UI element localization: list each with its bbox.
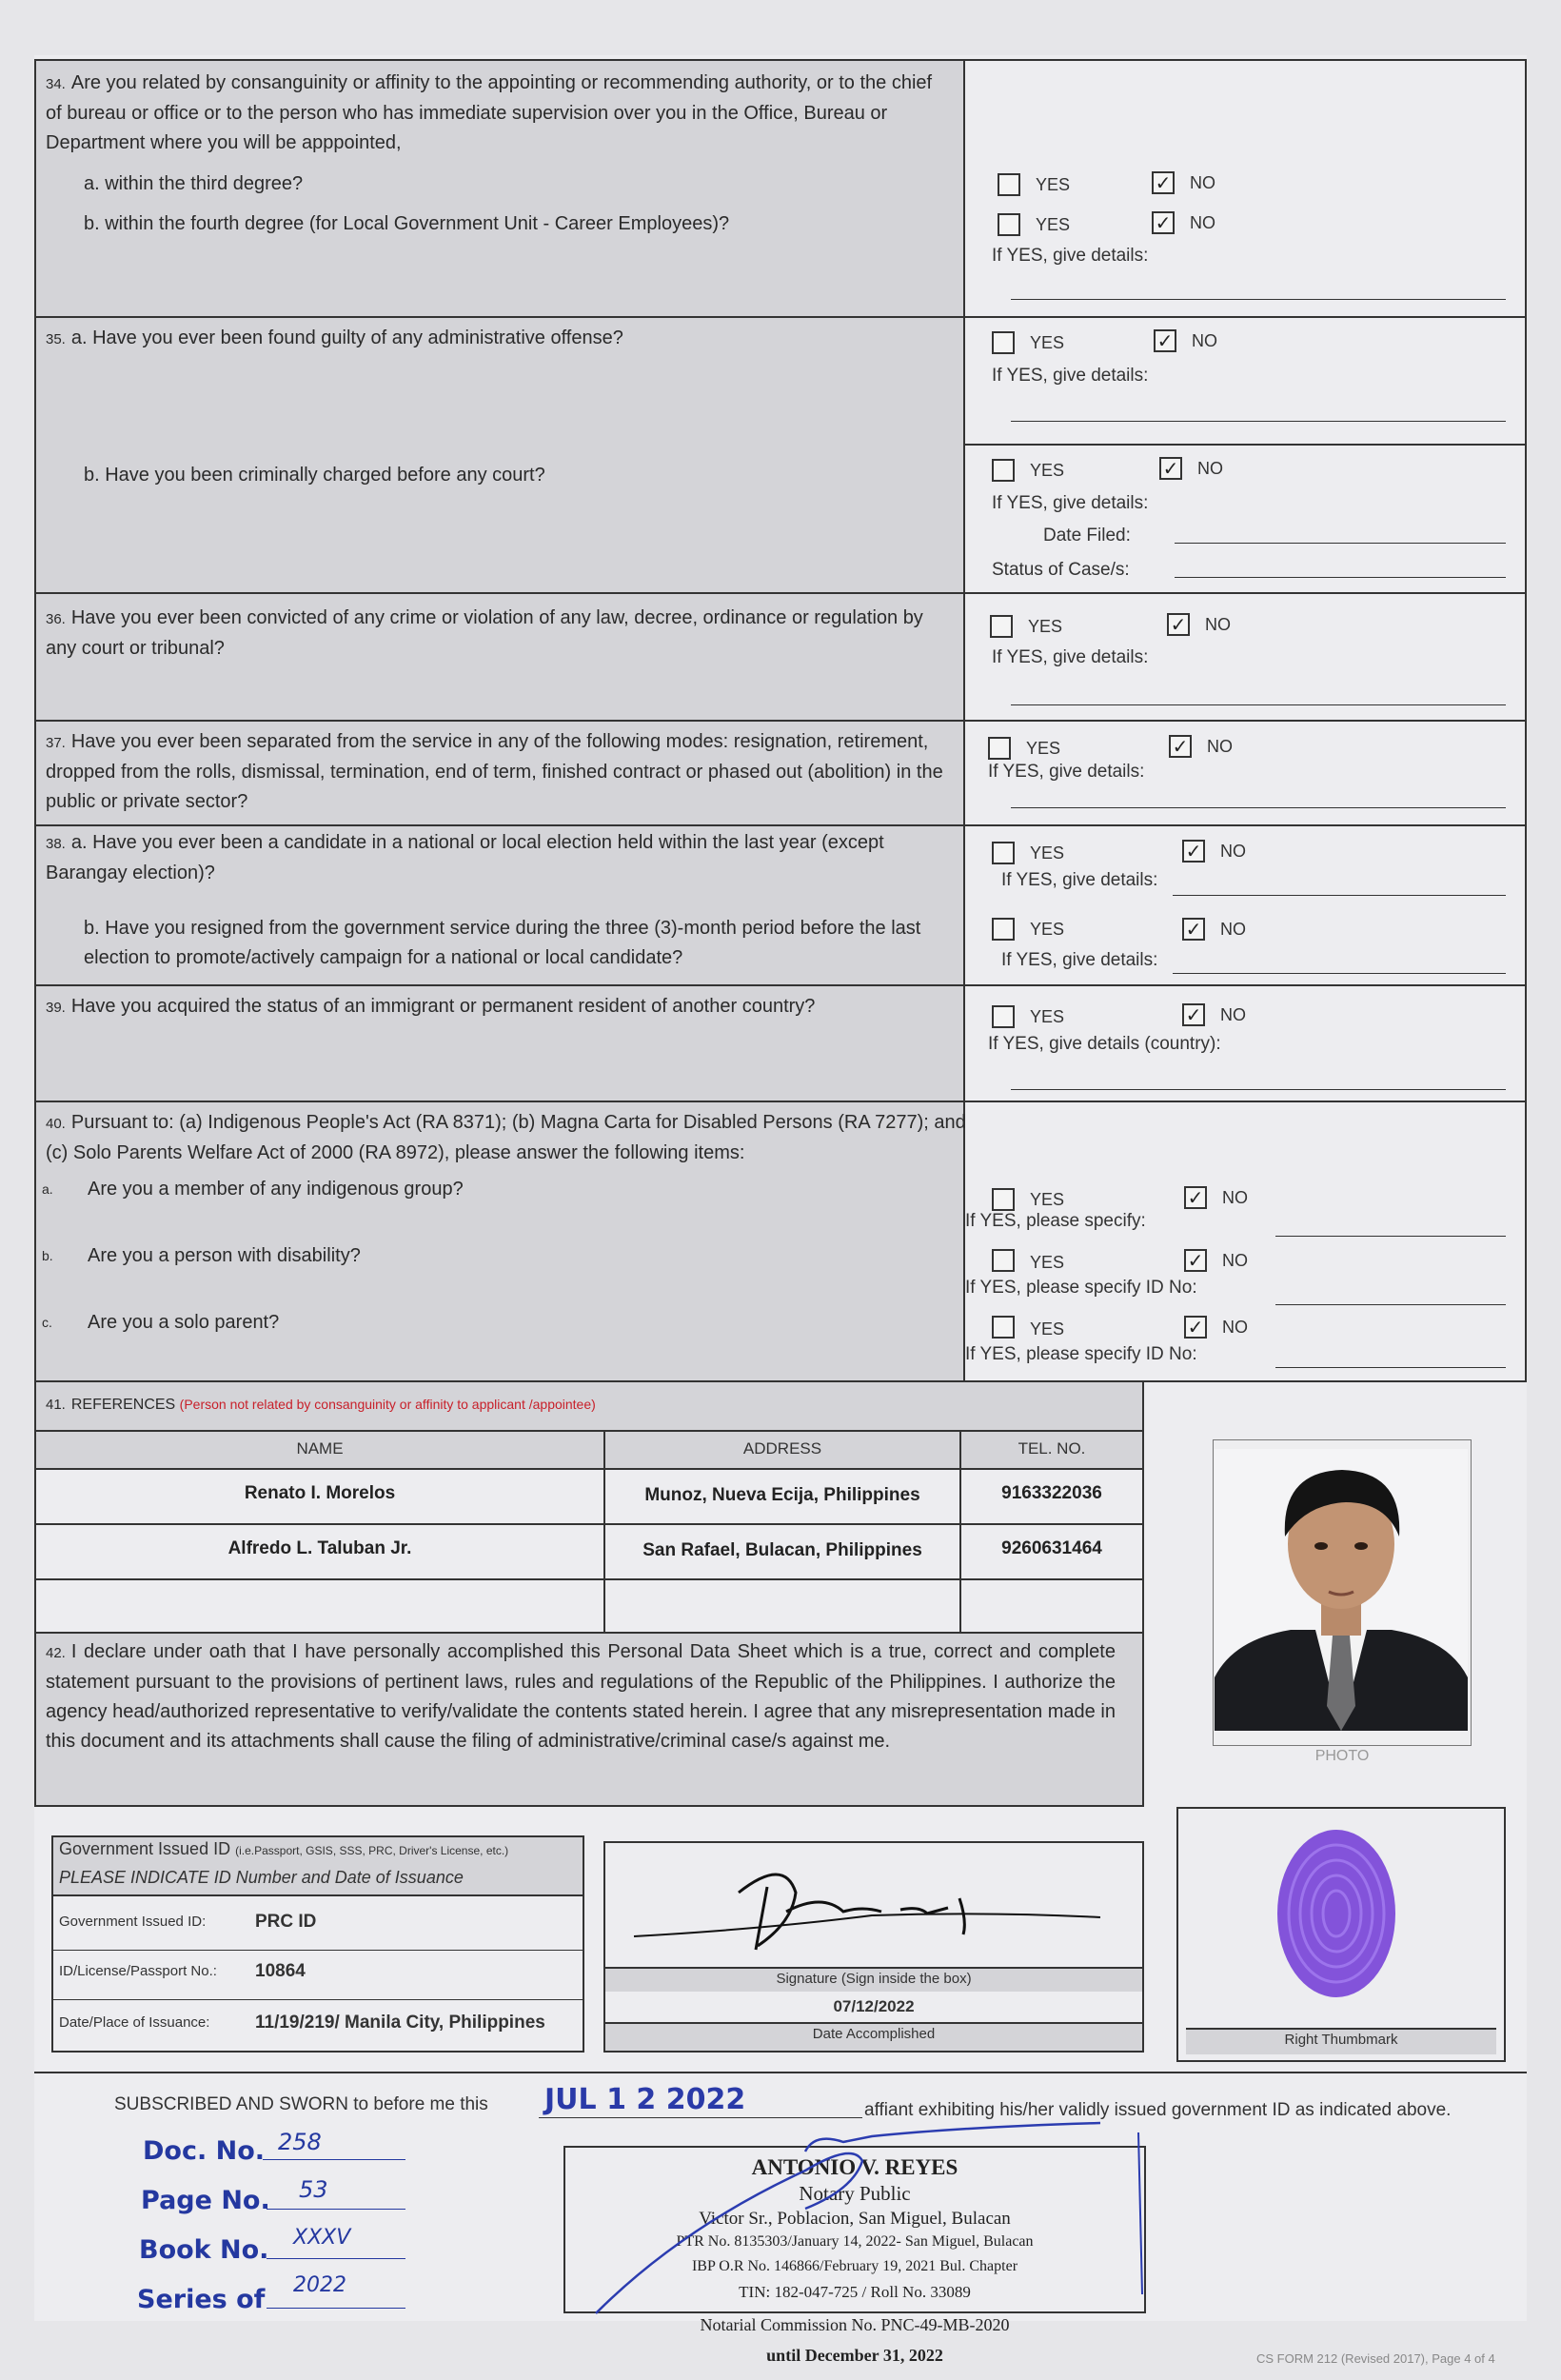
q40a-yes-label: YES: [1030, 1190, 1065, 1209]
notary-ibp: IBP O.R No. 146866/February 19, 2021 Bul. Chapter: [691, 2258, 1018, 2274]
gov-id-date-value[interactable]: 11/19/219/ Manila City, Philippines: [255, 2013, 545, 2033]
q36-yes-checkbox[interactable]: [990, 615, 1013, 638]
q35-b-text: b. Have you been criminally charged before any court?: [84, 465, 545, 486]
q35a-details-label: If YES, give details:: [992, 366, 1149, 386]
q39-text: 39. Have you acquired the status of an immigrant or permanent resident of another country?: [46, 996, 816, 1017]
ref-col-address-label: ADDRESS: [742, 1439, 822, 1458]
q40c-details-label: If YES, please specify ID No:: [965, 1344, 1197, 1364]
q35a-no-label: NO: [1192, 331, 1217, 350]
notary-tin: TIN: 182-047-725 / Roll No. 33089: [739, 2283, 971, 2301]
q39-yes-checkbox[interactable]: [992, 1005, 1015, 1028]
q41-note: (Person not related by consanguinity or affinity to applicant /appointee): [179, 1397, 596, 1412]
ref-row-1-tel: 9163322036: [1001, 1483, 1102, 1503]
book-no-value: XXXV: [293, 2226, 351, 2250]
q38a-details-line[interactable]: [1173, 895, 1506, 896]
q38-a-text: 38. a. Have you ever been a candidate in a national or local election held within the last year (except Barangay election)?: [46, 832, 884, 883]
q35b-no-label: NO: [1197, 459, 1223, 478]
q37-details-line[interactable]: [1011, 807, 1506, 808]
q35b-date-filed-line[interactable]: [1175, 543, 1506, 544]
q34b-no-label: NO: [1190, 213, 1215, 232]
q35b-date-filed-label: Date Filed:: [1043, 526, 1131, 545]
notary-name: ANTONIO V. REYES: [751, 2155, 958, 2179]
q40b-yes-label: YES: [1030, 1253, 1065, 1272]
q34b-yes-label: YES: [1036, 215, 1071, 234]
q34b-no-checkbox[interactable]: ✓: [1152, 211, 1175, 234]
thumbmark-label: Right Thumbmark: [1284, 2032, 1398, 2048]
q37-yes-label: YES: [1026, 739, 1061, 758]
q36-text: 36. Have you ever been convicted of any crime or violation of any law, decree, ordinance or regulation by any court or tribunal?: [46, 607, 923, 659]
gov-id-title: Government Issued ID (i.e.Passport, GSIS, SSS, PRC, Driver's License, etc.): [59, 1839, 509, 1858]
q40c-yes-checkbox[interactable]: [992, 1316, 1015, 1339]
thumbmark-image: [1270, 1822, 1403, 2003]
form-footer: CS FORM 212 (Revised 2017), Page 4 of 4: [1256, 2351, 1495, 2366]
q35a-yes-checkbox[interactable]: [992, 331, 1015, 354]
q38a-yes-label: YES: [1030, 843, 1065, 863]
q40a-no-label: NO: [1222, 1188, 1248, 1207]
q38b-no-checkbox[interactable]: ✓: [1182, 918, 1205, 941]
doc-no-label: Doc. No.: [143, 2136, 266, 2166]
date-accomplished-label: Date Accomplished: [812, 2026, 936, 2042]
signature-label: Signature (Sign inside the box): [776, 1971, 972, 1987]
page-no-line: [267, 2209, 405, 2210]
q37-text: 37. Have you ever been separated from the service in any of the following modes: resignation, retirement, dropped from the rolls, dismissal, termination, end of term, finished contract or phased out (abolition) in the public or private sector?: [46, 731, 943, 812]
notary-title: Notary Public: [799, 2182, 911, 2205]
book-no-line: [267, 2258, 405, 2259]
q40-c-letter: c.: [42, 1315, 52, 1330]
q38a-no-label: NO: [1220, 842, 1246, 861]
gov-id-row-divider-2: [53, 1999, 583, 2000]
signature-image: [624, 1854, 1119, 1959]
q36-details-line[interactable]: [1011, 704, 1506, 705]
q36-yes-label: YES: [1028, 617, 1063, 636]
q40b-yes-checkbox[interactable]: [992, 1249, 1015, 1272]
notary-ptr: PTR No. 8135303/January 14, 2022- San Miguel, Bulacan: [676, 2233, 1034, 2250]
q38b-details-line[interactable]: [1173, 973, 1506, 974]
ref-row-3-address-cell[interactable]: [603, 1578, 961, 1634]
q35a-no-checkbox[interactable]: ✓: [1154, 329, 1176, 352]
q34-details-label: If YES, give details:: [992, 246, 1149, 266]
q40-c-text: Are you a solo parent?: [88, 1312, 280, 1333]
q37-no-label: NO: [1207, 737, 1233, 756]
q40a-details-label: If YES, please specify:: [965, 1211, 1146, 1231]
q40b-details-line[interactable]: [1275, 1304, 1506, 1305]
q39-no-checkbox[interactable]: ✓: [1182, 1003, 1205, 1026]
gov-id-number-value[interactable]: 10864: [255, 1961, 306, 1981]
q40c-yes-label: YES: [1030, 1319, 1065, 1339]
doc-no-value: 258: [278, 2129, 322, 2155]
q35b-details-label: If YES, give details:: [992, 493, 1149, 513]
notary-address: Victor Sr., Poblacion, San Miguel, Bulacan: [699, 2209, 1011, 2229]
ref-col-name-label: NAME: [296, 1439, 344, 1458]
q40-a-letter: a.: [42, 1181, 53, 1197]
q39-details-label: If YES, give details (country):: [988, 1034, 1221, 1054]
q34a-no-checkbox[interactable]: ✓: [1152, 171, 1175, 194]
gov-id-title-note: (i.e.Passport, GSIS, SSS, PRC, Driver's License, etc.): [235, 1844, 509, 1857]
ref-row-3-name-cell[interactable]: [34, 1578, 605, 1634]
q35a-yes-label: YES: [1030, 333, 1065, 352]
ref-row-2-tel: 9260631464: [1001, 1538, 1102, 1558]
ref-col-tel-label: TEL. NO.: [1018, 1439, 1086, 1458]
gov-id-type-value[interactable]: PRC ID: [255, 1912, 317, 1932]
q39-no-label: NO: [1220, 1005, 1246, 1024]
q35b-yes-label: YES: [1030, 461, 1065, 480]
q37-no-checkbox[interactable]: ✓: [1169, 735, 1192, 758]
q40b-details-label: If YES, please specify ID No:: [965, 1278, 1197, 1298]
q38b-yes-checkbox[interactable]: [992, 918, 1015, 941]
photo-label: PHOTO: [1314, 1748, 1370, 1764]
q38a-no-checkbox[interactable]: ✓: [1182, 840, 1205, 863]
gov-id-row-divider-1: [53, 1950, 583, 1951]
q41-title: 41. REFERENCES (Person not related by consanguinity or affinity to applicant /appointee): [46, 1397, 596, 1413]
q34a-yes-checkbox[interactable]: [998, 173, 1020, 196]
ref-row-2-address: San Rafael, Bulacan, Philippines: [642, 1540, 922, 1560]
pds-page-4: [34, 55, 1527, 2334]
q40-a-text: Are you a member of any indigenous group?: [88, 1179, 464, 1200]
q38a-yes-checkbox[interactable]: [992, 842, 1015, 864]
ref-row-1-address: Munoz, Nueva Ecija, Philippines: [644, 1485, 920, 1505]
notary-commission: Notarial Commission No. PNC-49-MB-2020: [700, 2315, 1010, 2334]
notary-until: until December 31, 2022: [766, 2346, 943, 2365]
gov-id-date-label: Date/Place of Issuance:: [59, 2014, 210, 2031]
q40b-no-label: NO: [1222, 1251, 1248, 1270]
gov-id-number-label: ID/License/Passport No.:: [59, 1963, 217, 1979]
q35b-yes-checkbox[interactable]: [992, 459, 1015, 482]
q40-answer-cell: [963, 1101, 1527, 1382]
q35a-details-line[interactable]: [1011, 421, 1506, 422]
q35-a-text: 35. a. Have you ever been found guilty of any administrative offense?: [46, 327, 623, 348]
oath-stamp-date: JUL 1 2 2022: [544, 2083, 746, 2116]
q34-details-line[interactable]: [1011, 299, 1506, 300]
applicant-photo: [1215, 1449, 1468, 1731]
q34a-no-label: NO: [1190, 173, 1215, 192]
q40-b-text: Are you a person with disability?: [88, 1245, 361, 1266]
q40a-yes-checkbox[interactable]: [992, 1188, 1015, 1211]
q42-text: 42. I declare under oath that I have personally accomplished this Personal Data Sheet which is a true, correct and complete statement pursuant to the provisions of pertinent laws, rules and regulations of the Republic of the Philippines. I authorize the agency head/authorized representative to verify/validate the contents stated herein. I agree that any misrepresentation made in this document and its attachments shall cause the filing of administrative/criminal case/s against me.: [46, 1641, 1116, 1752]
q34-text: 34. Are you related by consanguinity or affinity to the appointing or recommending authority, or to the chief of bureau or office or to the person who has immediate supervision over you in the Office, Bureau or Department where you will be apppointed,: [46, 72, 933, 153]
ref-row-1-name: Renato I. Morelos: [244, 1483, 396, 1503]
q35b-status-label: Status of Case/s:: [992, 560, 1130, 580]
ref-row-2-name: Alfredo L. Taluban Jr.: [227, 1538, 412, 1558]
q36-no-checkbox[interactable]: ✓: [1167, 613, 1190, 636]
q38-b-text: b. Have you resigned from the government service during the three (3)-month period before the last election to promote/actively campaign for a national or local candidate?: [84, 918, 921, 968]
notary-signature-stroke: [567, 2104, 1234, 2332]
q36-no-label: NO: [1205, 615, 1231, 634]
q40-text: 40. Pursuant to: (a) Indigenous People's Act (RA 8371); (b) Magna Carta for Disabled Persons (RA 7277); and (c) Solo Parents Welfare Act of 2000 (RA 8972), please answer the following items:: [46, 1112, 966, 1163]
q34a-yes-label: YES: [1036, 175, 1071, 194]
q40c-details-line[interactable]: [1275, 1367, 1506, 1368]
page-no-label: Page No.: [141, 2186, 270, 2215]
q37-details-label: If YES, give details:: [988, 762, 1145, 782]
q38b-yes-label: YES: [1030, 920, 1065, 939]
q34b-yes-checkbox[interactable]: [998, 213, 1020, 236]
oath-prefix: SUBSCRIBED AND SWORN to before me this: [114, 2094, 488, 2114]
gov-id-instruction: PLEASE INDICATE ID Number and Date of Issuance: [59, 1868, 464, 1887]
q38b-no-label: NO: [1220, 920, 1246, 939]
book-no-label: Book No.: [139, 2235, 269, 2265]
q34-a-text: a. within the third degree?: [84, 173, 304, 194]
oath-suffix: affiant exhibiting his/her validly issued government ID as indicated above.: [864, 2100, 1452, 2120]
q40a-no-checkbox[interactable]: ✓: [1184, 1186, 1207, 1209]
q40-b-letter: b.: [42, 1248, 53, 1263]
q40c-no-checkbox[interactable]: ✓: [1184, 1316, 1207, 1339]
series-label: Series of: [137, 2285, 266, 2314]
q40c-no-label: NO: [1222, 1318, 1248, 1337]
q35b-no-checkbox[interactable]: ✓: [1159, 457, 1182, 480]
q38a-details-label: If YES, give details:: [1001, 870, 1158, 890]
q39-details-line[interactable]: [1011, 1089, 1506, 1090]
q34-b-text: b. within the fourth degree (for Local Government Unit - Career Employees)?: [84, 213, 730, 234]
q40a-details-line[interactable]: [1275, 1236, 1506, 1237]
q38b-details-label: If YES, give details:: [1001, 950, 1158, 970]
date-accomplished-value[interactable]: 07/12/2022: [833, 1997, 915, 2015]
q40b-no-checkbox[interactable]: ✓: [1184, 1249, 1207, 1272]
doc-no-line: [263, 2159, 405, 2160]
gov-id-type-label: Government Issued ID:: [59, 1914, 207, 1930]
q37-yes-checkbox[interactable]: [988, 737, 1011, 760]
q35b-status-line[interactable]: [1175, 577, 1506, 578]
q36-details-label: If YES, give details:: [992, 647, 1149, 667]
q35-question-cell: [34, 316, 965, 594]
page-no-value: 53: [299, 2176, 328, 2203]
series-value: 2022: [293, 2273, 346, 2297]
q39-yes-label: YES: [1030, 1007, 1065, 1026]
series-line: [267, 2308, 405, 2309]
ref-row-3-tel-cell[interactable]: [959, 1578, 1144, 1634]
